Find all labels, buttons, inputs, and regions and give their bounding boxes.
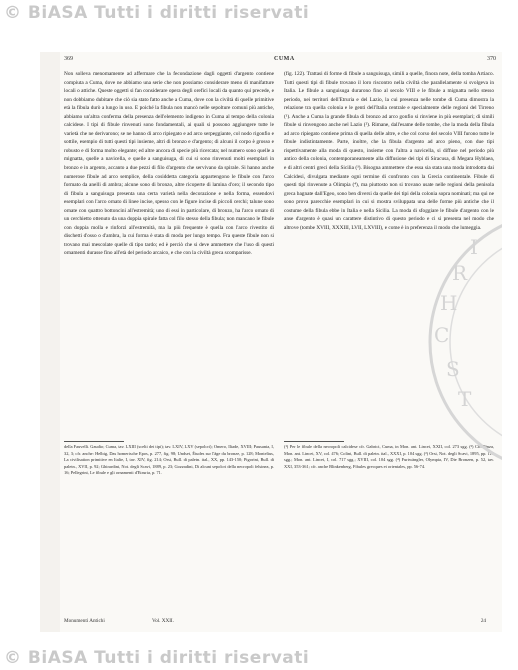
running-title: CUMA [274, 56, 295, 62]
footer-series: Monumenti Antichi [64, 618, 105, 624]
body-column-right: (fig. 122). Trattasi di forme di fibule a sanguisuga, simili a quelle, finora note, della tomba Artiaco. Tutti questi tipi di fibule trovano il loro riscontro nella civiltà che parallelamente si svolgeva in Italia. Le fibule a sanguisuga durarono fino al secolo VIII e le fibule a mignatta nello stesso periodo, nei territori dell'Etruria e del Lazio, la cui presenza nelle tombe di Cuma dimostra la relazione tra quella colonia e le genti dell'Italia centrale e specialmente delle regioni del Tirreno (¹). Anche a Cuma la grande fibula di bronzo ad arco gonfio si rinviene in più esemplari; di simili fibule si rinvengono anche nel Lazio (²). Rimane, dall'esame delle tombe, che la moda della fibula ad arco ripiegato contiene prima di quella delle altre, e che col corso del secolo VIII furono tutte le fibule indistintamente. Parte, inoltre, che la fibula d'argento ad arco pieno, con due tipi rispettivamente alla moda di questo, insieme con l'altra a navicella, si diffuse nel periodo più antico della colonia, contemporaneamente alla diffusione dei tipi di Siracusa, di Megara Hyblaea, e di altri centri greci della Sicilia (³). Bisogna ammettere che essa sia stata una moda introdotta dai Calcidesi, divulgata mediante ogni termine di confronto con la Grecia continentale. Fibule di questi tipi rinvenute a Olimpia (⁴), ma piuttosto non si trovano usate nelle regioni della penisola greca bagnate dall'Egeo, sono ben diversi da quelle dei tipi della colonia sopra nominati; ma qui ne sono prova parecchie esemplari in cui si mostra sviluppata una delle forme più antiche che il costume della fibula ebbe in Italia e nella Sicilia. La moda di sfoggiare le fibule d'argento con le anse d'argento è quasi un carattere distintivo di questo periodo e ci si presenta nel modo che altrove (tombe XVIII, XXXIII, LVII, LXVIII), e come è in preferenza il modo che lumeggia. [284, 71, 494, 231]
footer-signature: 24 [480, 618, 486, 624]
svg-text:I: I [470, 235, 478, 259]
page-number-right: 370 [487, 56, 496, 62]
footnotes-left: della Fauvelli. Gaudio; Cuma, tav. LXIII (scelti dei tipi); tav. LXIV, LXV (sepolcri); Omero, Iliade, XVIII; Pausania, I, 32, 3; cfr. anche: Helbig, Das homerische Epos, p. 277, fig. 98; Undset, Études sur l'âge du bronze, p. 128; Montelius, La civilisation primitive en Italie, I, tav. XIV, fig. 214; Orsi, Bull. di paletn. ital., XX, pp. 143-150; Pigorini, Bull. di paletn., XVII, p. 92; Ghirardini, Not. degli Scavi, 1889, p. 23; Gozzadini, Di alcuni sepolcri della necropoli felsinea, p. 16; Pellegrini, Le fibule e gli ornamenti d'Etruria, p. 71. [64, 444, 274, 476]
footer-volume: Vol. XXII. [152, 618, 174, 624]
svg-text:C: C [434, 323, 450, 347]
footnotes-right: (¹) Per le fibule della necropoli calcidese cfr. Gabrici, Cuma, in Mon. ant. Lincei, XXII, col. 273 sgg. (²) Cfr. Pinza, Mon. ant. Lincei, XV, col. 476; Colini, Bull. di paletn. ital., XXXI, p. 104 sgg. (³) Orsi, Not. degli Scavi, 1895, pp. 116 sgg.; Mon. ant. Lincei, I, col. 717 sgg.; XVIII, col. 104 sgg. (⁴) Furtwängler, Olympia, IV, Die Bronzen, p. 52, tav. XXI, 353-361; cfr. anche Blinkenberg, Fibules grecques et orientales, pp. 56-74. [284, 444, 494, 469]
svg-text:S: S [446, 357, 460, 381]
svg-text:T: T [458, 387, 472, 411]
library-stamp-watermark [410, 192, 502, 492]
scanned-page [40, 52, 502, 632]
footnote-rule-left [64, 441, 124, 442]
svg-text:R: R [452, 261, 468, 285]
footnote-rule-right [284, 441, 344, 442]
watermark-bottom: © BiASA Tutti i diritti riservati [4, 648, 310, 668]
body-column-left: Non solleva menomamente ad affermare che la fecondazione dagli oggetti d'argento contiene compiuta a Cuma, dove ne abbiamo una serie che non possiamo considerare meno di manifatture locali o attiche. Queste oggetti si fan considerare opera degli orefici locali da quanto qui precede, e non dobbiamo dubitare che ciò sia stato fatto anche a Cuma, dove con la civiltà di quelle primitive età la fibula durò a lungo in uso. E poiché la fibula non mancò nelle sepolture comuni più antiche, abbiamo un'altra conferma della presenza dell'elemento indigeno in Cuma al tempo della colonia calcidese. I tipi di fibule rinvenuti sono fondamentali, ai quali si possono aggiungere tutte le varietà che ne derivarono; se ne hanno di arco ripiegato e ad arco serpeggiante, col nodo rigonfio e sottile, esempio di tutti questi tipi insieme, altri di bronzo e d'argento; di alcuni il corpo è grosso e robusto e di forma molto elegante; ed altre ancora di specie più ricercata; nel numero sono quelle a mignatta, quelle a navicella, e quelle a sanguisuga, di cui si sono rinvenuti molti esemplari in bronzo e in argento, accanto a due pezzi di filo d'argento che servivano da spirale. Si hanno anche numerose fibule ad arco semplice, della cosiddetta categoria appartengono le fibule con l'arco formato da anelli di ambra; alcune sono di bronzo, altre ricoperte di lamina d'oro; il secondo tipo di fibula a sanguisuga presenta una certa varietà nella decorazione e nella forma, essendovi esemplari con l'arco ornato di linee incise, spesso con le figure incise di piccoli cerchi; talune sono ornate con quattro bottoncini all'estremità; uno di essi in particolare, di bronzo, ha l'arco ornato di un cerchietto ottenuto da una doppia spirale fatta col filo stesso della fibula; non mancano le fibule con doppia molla e rinforzi all'estremità, ma la più frequente è quella con l'arco rivestito di dischetti d'osso o d'ambra, la cui forma è stata di moda per lungo tempo. Fra queste fibule non si trovano mai mescolate quelle di tipo tardo; ed è perciò che si deve ammettere che l'uso di questi ornamenti durasse fino all'età del periodo arcaico, e che con la civiltà greca scomparisse. [64, 71, 274, 257]
watermark-top: © BiASA Tutti i diritti riservati [4, 3, 310, 23]
page-number-left: 369 [64, 56, 73, 62]
svg-text:H: H [440, 291, 458, 315]
